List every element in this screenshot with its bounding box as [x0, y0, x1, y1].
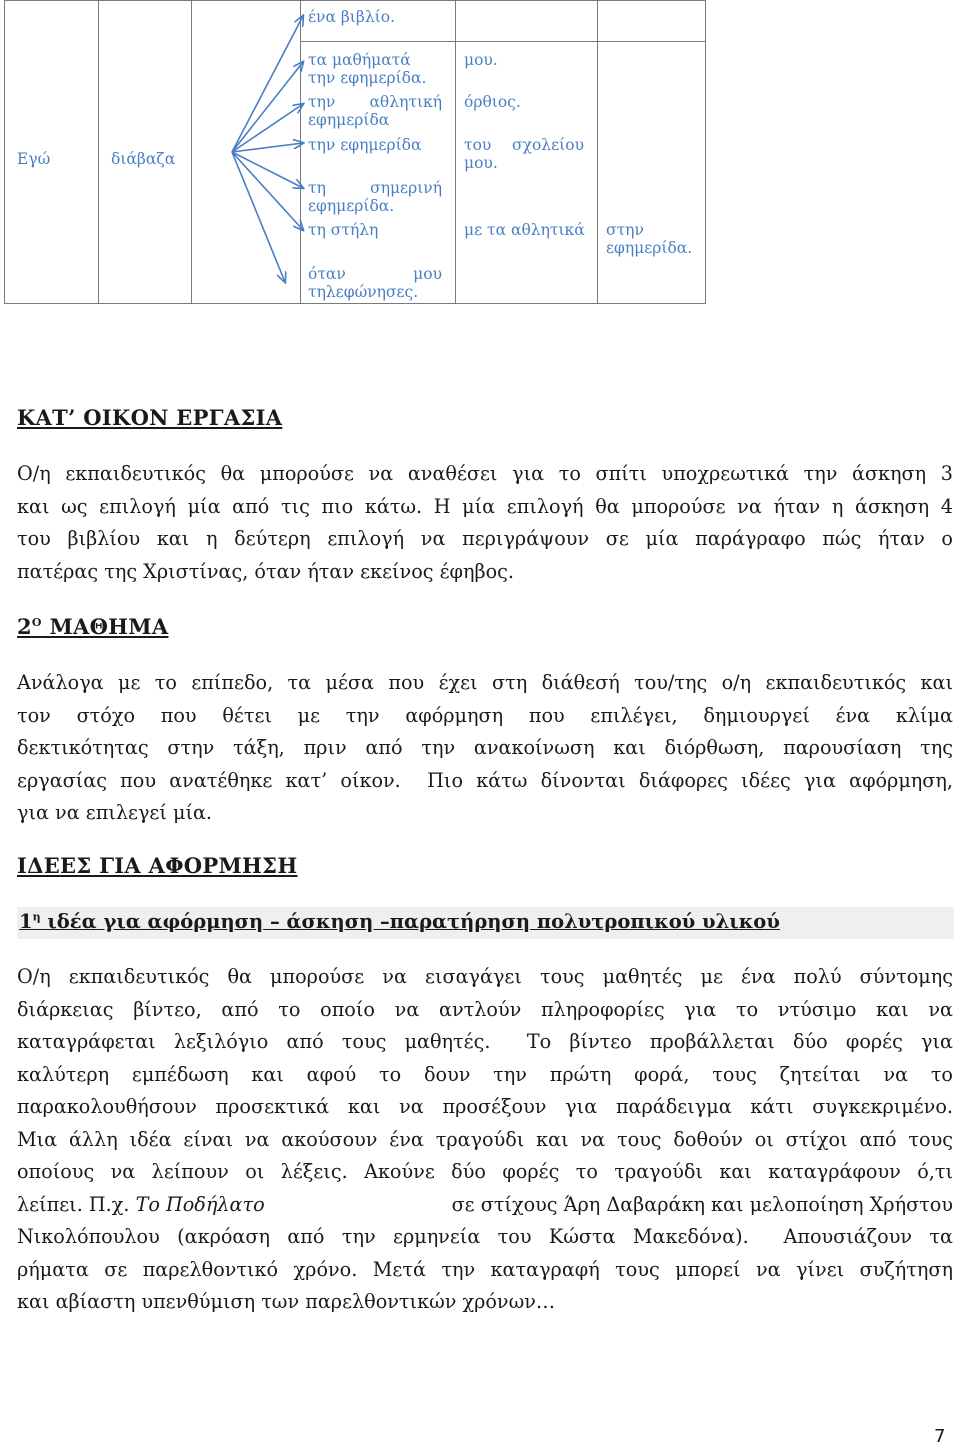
table-verb: διάβαζα: [111, 150, 176, 168]
paragraph-line: δεκτικότητας στην τάξη, πριν από την ανακοίνωση και διόρθωση, παρουσίαση της: [17, 736, 953, 759]
lesson2-heading-text: ΜΑΘΗΜΑ: [49, 614, 169, 639]
paragraph-line: για να επιλεγεί μία.: [17, 801, 213, 824]
homework-heading: ΚΑΤ’ ΟΙΚΟΝ ΕΡΓΑΣΙΑ: [17, 405, 283, 430]
paragraph-line: του βιβλίου και η δεύτερη επιλογή να περιγράψουν σε μία παράγραφο πώς ήταν ο: [17, 527, 953, 550]
idea1-paragraph: [17, 961, 953, 1319]
paragraph-line: ρήματα σε παρελθοντικό χρόνο. Μετά την καταγραφή τους μπορεί να γίνει συζήτηση: [17, 1257, 953, 1281]
paragraph-line: Ανάλογα με το επίπεδο, τα μέσα που έχει στη διάθεσή του/της ο/η εκπαιδευτικός και: [17, 671, 953, 694]
lesson2-heading-sup: Ο: [31, 616, 42, 629]
idea1-heading-num: 1: [19, 910, 33, 933]
paragraph-line: Ο/η εκπαιδευτικός θα μπορούσε να αναθέσει για το σπίτι υποχρεωτικά την άσκηση 3: [17, 462, 953, 485]
paragraph-line: εργασίας που ανατέθηκε κατ’ οίκον. Πιο κάτω δίνονται διάφορες ιδέες για αφόρμηση,: [17, 768, 953, 792]
page-number: 7: [934, 1426, 946, 1447]
object-item: τη στήλη: [308, 221, 379, 239]
complement-item: μου.: [464, 51, 498, 69]
paragraph-line: Μια άλλη ιδέα είναι να ακούσουν ένα τραγούδι και να τους δοθούν οι στίχοι από τους: [17, 1127, 953, 1151]
arrow: [232, 16, 303, 152]
complement-item: του σχολείου: [464, 136, 584, 154]
paragraph-line: καλύτερη εμπέδωση και αφού το δουν την πρώτη φορά, τους ζητείται να το: [17, 1062, 953, 1086]
extra-item: εφημερίδα.: [606, 239, 693, 257]
idea1-heading: [17, 907, 954, 939]
paragraph-line: Νικολόπουλου (ακρόαση από την ερμηνεία του Κώστα Μακεδόνα). Απουσιάζουν τα: [17, 1225, 953, 1248]
object-item: την αθλητική: [308, 93, 442, 111]
lesson2-paragraph: [17, 667, 953, 830]
line-segment: [17, 1189, 265, 1222]
extra-item: στην: [606, 221, 644, 239]
table-subject: Εγώ: [17, 150, 51, 168]
idea1-heading-sup: η: [32, 910, 41, 924]
paragraph-line: πατέρας της Χριστίνας, όταν ήταν εκείνος έφηβος.: [17, 559, 514, 583]
object-item: την εφημερίδα.: [308, 69, 427, 87]
song-title: Το Ποδήλατο: [135, 1192, 265, 1216]
object-item: τη σημερινή: [308, 179, 442, 197]
line-start: λείπει. Π.χ.: [17, 1192, 136, 1216]
arrow: [232, 152, 285, 282]
homework-paragraph: [17, 458, 953, 588]
arrow: [232, 152, 303, 188]
paragraph-line: και ως επιλογή μία από τις πιο κάτω. Η μία επιλογή θα μπορούσε να ήταν η άσκηση 4: [17, 494, 953, 518]
arrow: [232, 152, 303, 230]
complement-item: όρθιος.: [464, 93, 521, 111]
paragraph-line: διάρκειας βίντεο, από το οποίο να αντλούν πληροφορίες για το ντύσιμο και να: [17, 997, 953, 1021]
paragraph-line: τον στόχο που θέτει με την αφόρμηση που επιλέγει, δημιουργεί ένα κλίμα: [17, 703, 953, 727]
paragraph-line: καταγράφεται λεξιλόγιο από τους μαθητές. Το βίντεο προβάλλεται δύο φορές για: [17, 1030, 953, 1053]
complement-item: μου.: [464, 154, 498, 172]
complement-item: με τα αθλητικά: [464, 221, 585, 239]
line-end: σε στίχους Άρη Δαβαράκη και μελοποίηση Χρήστου: [451, 1192, 953, 1216]
table-top-row: ένα βιβλίο.: [308, 8, 396, 26]
object-item: εφημερίδα: [308, 111, 390, 129]
lesson2-heading-num: 2: [17, 614, 32, 639]
object-item: την εφημερίδα: [308, 136, 422, 154]
object-item: εφημερίδα.: [308, 197, 395, 215]
paragraph-line: Ο/η εκπαιδευτικός θα μπορούσε να εισαγάγει τους μαθητές με ένα πολύ σύντομης: [17, 965, 953, 988]
paragraph-line: παρακολουθήσουν προσεκτικά και να προσέξουν για παράδειγμα κάτι συγκεκριμένο.: [17, 1095, 953, 1118]
arrows-diagram: [0, 0, 960, 304]
object-item: τα μαθήματά: [308, 51, 411, 69]
object-item: όταν μου: [308, 265, 442, 283]
idea1-heading-text: ιδέα για αφόρμηση – άσκηση –παρατήρηση πολυτροπικού υλικού: [40, 910, 780, 933]
lesson2-heading: [17, 614, 168, 639]
arrow: [232, 62, 303, 152]
object-item: τηλεφώνησες.: [308, 283, 419, 301]
paragraph-line: [17, 1189, 953, 1222]
ideas-heading: ΙΔΕΕΣ ΓΙΑ ΑΦΟΡΜΗΣΗ: [17, 853, 298, 878]
paragraph-line: οποίους να λείπουν οι λέξεις. Ακούνε δύο φορές το τραγούδι και καταγράφουν ό,τι: [17, 1160, 953, 1183]
paragraph-line: και αβίαστη υπενθύμιση των παρελθοντικών χρόνων…: [17, 1290, 556, 1313]
